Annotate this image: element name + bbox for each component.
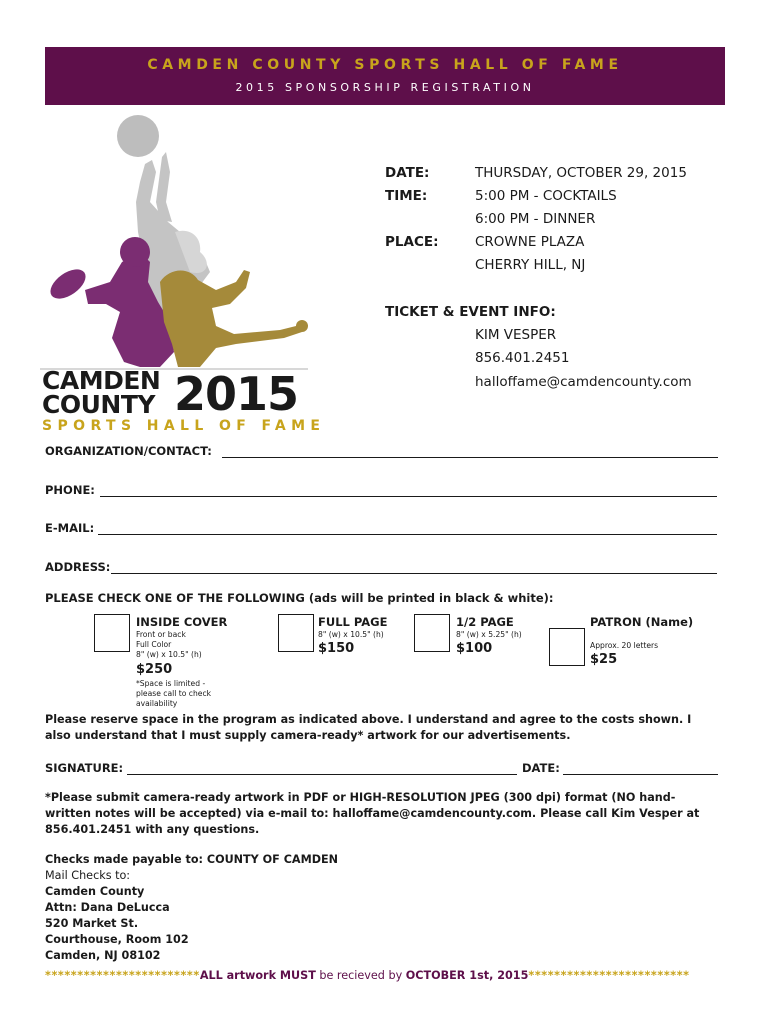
patron-desc: Approx. 20 letters	[590, 641, 659, 650]
half-page-desc: 8" (w) x 5.25" (h)	[456, 630, 522, 639]
signature-field[interactable]	[127, 774, 517, 775]
time-value-cocktails: 5:00 PM - COCKTAILS	[475, 188, 617, 204]
payment-info	[45, 852, 545, 964]
submit-note-line2: written notes will be accepted) via e-mail to: halloffame@camdencounty.com. Please call Kim Vesper at	[45, 807, 700, 820]
place-value-venue: CROWNE PLAZA	[475, 234, 585, 250]
logo-year: 2015	[174, 367, 299, 421]
full-page-price: $150	[318, 641, 355, 656]
logo-county: COUNTY	[42, 390, 155, 419]
footer-deadline-date: OCTOBER 1st, 2015	[405, 969, 529, 982]
half-page-checkbox[interactable]	[414, 614, 450, 652]
mail-checks-to: Mail Checks to:	[45, 869, 131, 882]
agreement-text	[45, 712, 725, 744]
address-line1: Camden County	[45, 885, 145, 898]
footer-stars-right: *************************	[528, 969, 690, 982]
address-label: ADDRESS:	[45, 560, 111, 574]
address-field[interactable]	[111, 573, 717, 574]
organization-label: ORGANIZATION/CONTACT:	[45, 444, 212, 458]
header-banner	[45, 47, 725, 105]
place-label: PLACE:	[385, 234, 439, 250]
full-page-checkbox[interactable]	[278, 614, 314, 652]
check-heading-note: (ads will be printed in black & white):	[304, 591, 554, 605]
inside-cover-desc2: Full Color	[136, 640, 172, 649]
inside-cover-note2: please call to check	[136, 689, 212, 698]
ticket-info-label: TICKET & EVENT INFO:	[385, 304, 556, 320]
inside-cover-title: INSIDE COVER	[136, 615, 228, 629]
time-label: TIME:	[385, 188, 428, 204]
inside-cover-checkbox[interactable]	[94, 614, 130, 652]
full-page-title: FULL PAGE	[318, 615, 388, 629]
banner-title: CAMDEN COUNTY SPORTS HALL OF FAME	[147, 57, 623, 73]
submit-note	[45, 790, 735, 838]
place-value-city: CHERRY HILL, NJ	[475, 257, 586, 273]
patron-title-text: PATRON	[590, 615, 642, 629]
logo-camden: CAMDEN	[42, 366, 161, 395]
email-label: E-MAIL:	[45, 521, 95, 535]
check-heading-bold: PLEASE CHECK ONE OF THE FOLLOWING	[45, 591, 305, 605]
contact-name: KIM VESPER	[475, 327, 557, 343]
full-page-desc: 8" (w) x 10.5" (h)	[318, 630, 384, 639]
logo-tagline: SPORTS HALL OF FAME	[42, 418, 326, 434]
agreement-line1: Please reserve space in the program as indicated above. I understand and agree to the costs shown. I	[45, 713, 692, 726]
organization-field[interactable]	[222, 457, 718, 458]
footer-stars-left: ************************	[45, 969, 200, 982]
patron-price: $25	[590, 652, 618, 667]
phone-field[interactable]	[100, 496, 717, 497]
half-page-title: 1/2 PAGE	[456, 615, 514, 629]
patron-checkbox[interactable]	[549, 628, 585, 666]
deadline-footer	[45, 969, 735, 982]
footer-text-must: MUST	[279, 969, 316, 982]
inside-cover-note3: availability	[136, 699, 178, 708]
submit-note-line1: *Please submit camera-ready artwork in PDF or HIGH-RESOLUTION JPEG (300 dpi) format (NO hand-	[45, 791, 676, 804]
inside-cover-desc3: 8" (w) x 10.5" (h)	[136, 650, 202, 659]
agreement-line2: also understand that I must supply camera-ready* artwork for our advertisements.	[45, 729, 571, 742]
signature-date-label: DATE:	[522, 761, 560, 775]
signature-date-field[interactable]	[563, 774, 718, 775]
check-heading	[45, 591, 553, 605]
address-line2: Attn: Dana DeLucca	[45, 901, 170, 914]
patron-title	[590, 615, 693, 629]
footer-text-a: ALL artwork	[199, 969, 280, 982]
date-value: THURSDAY, OCTOBER 29, 2015	[475, 165, 687, 181]
date-label: DATE:	[385, 165, 430, 181]
contact-email: halloffame@camdencounty.com	[475, 374, 692, 390]
inside-cover-desc1: Front or back	[136, 630, 186, 639]
submit-note-line3: 856.401.2451 with any questions.	[45, 823, 260, 836]
address-line5: Camden, NJ 08102	[45, 949, 161, 962]
phone-label: PHONE:	[45, 483, 95, 497]
time-value-dinner: 6:00 PM - DINNER	[475, 211, 596, 227]
inside-cover-note1: *Space is limited -	[136, 679, 206, 688]
checks-payable: Checks made payable to: COUNTY OF CAMDEN	[45, 853, 339, 866]
inside-cover-price: $250	[136, 662, 173, 677]
contact-phone: 856.401.2451	[475, 350, 570, 366]
signature-label: SIGNATURE:	[45, 761, 124, 775]
patron-title-suffix: (Name)	[641, 615, 694, 629]
address-line3: 520 Market St.	[45, 917, 139, 930]
half-page-price: $100	[456, 641, 493, 656]
banner-subtitle: 2015 SPONSORSHIP REGISTRATION	[235, 81, 535, 94]
email-field[interactable]	[98, 534, 717, 535]
footer-text-c: be recieved by	[315, 969, 406, 982]
address-line4: Courthouse, Room 102	[45, 933, 189, 946]
